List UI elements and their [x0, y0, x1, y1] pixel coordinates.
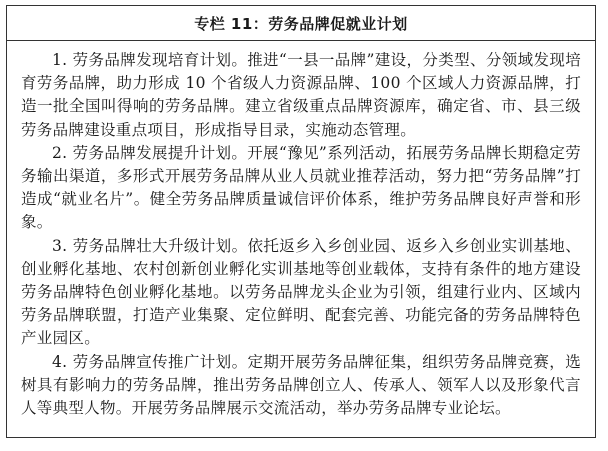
paragraph-cultivation-plan: 1. 劳务品牌发现培育计划。推进“一县一品牌”建设，分类型、分领域发现培育劳务品牌，助力形成 10 个省级人力资源品牌、100 个区域人力资源品牌，打造一批全国叫得响的劳务品牌。建立省级重点品牌资源库，确定省、市、县三级劳务品牌建设重点项目，形成指导目录，实施动态管理。: [21, 51, 581, 139]
paragraph-promotion-plan: 4. 劳务品牌宣传推广计划。定期开展劳务品牌征集，组织劳务品牌竞赛，选树具有影响力的劳务品牌，推出劳务品牌创立人、传承人、领军人以及形象代言人等典型人物。开展劳务品牌展示交流活动，举办劳务品牌专业论坛。: [21, 352, 581, 418]
column-body: [7, 41, 595, 420]
column-title: 专栏 11：劳务品牌促就业计划: [7, 6, 595, 41]
paragraph-upgrade-plan: 3. 劳务品牌壮大升级计划。依托返乡入乡创业园、返乡入乡创业实训基地、创业孵化基地、农村创新创业孵化实训基地等创业载体，支持有条件的地方建设劳务品牌特色创业孵化基地。以劳务品牌龙头企业为引领，组建行业内、区域内劳务品牌联盟，打造产业集聚、定位鲜明、配套完善、功能完备的劳务品牌特色产业园区。: [21, 236, 581, 348]
column-box: [6, 5, 596, 438]
paragraph-development-plan: 2. 劳务品牌发展提升计划。开展“豫见”系列活动，拓展劳务品牌长期稳定劳务输出渠道，多形式开展劳务品牌从业人员就业推荐活动，努力把“劳务品牌”打造成“就业名片”。健全劳务品牌质量诚信评价体系，维护劳务品牌良好声誉和形象。: [21, 143, 581, 232]
